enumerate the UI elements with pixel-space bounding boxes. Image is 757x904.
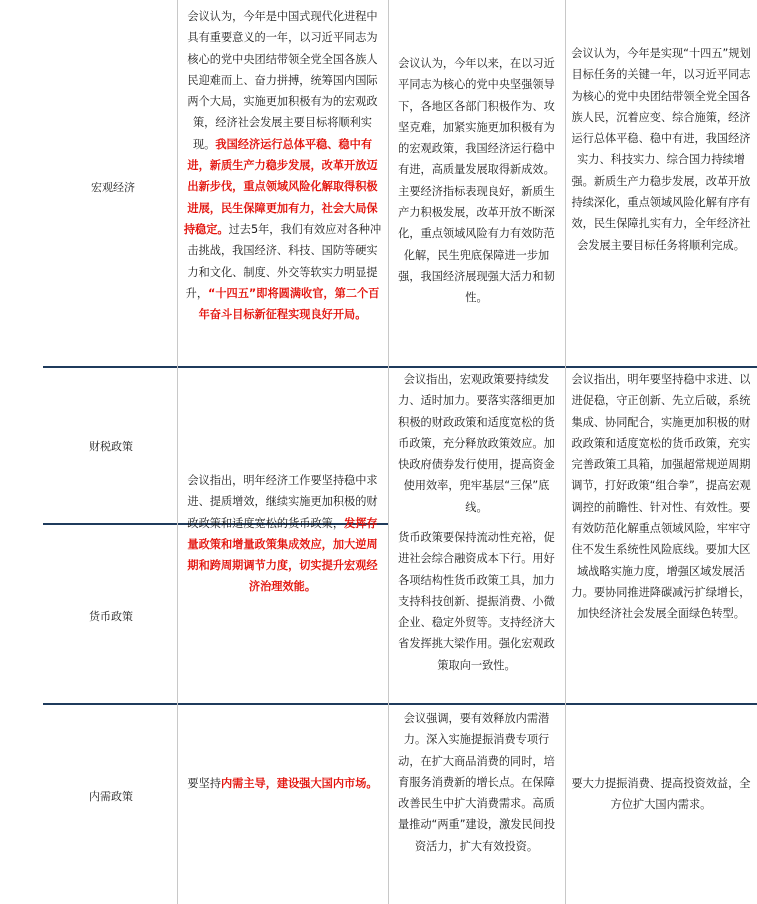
demand-col2-seg-0: 会议强调，要有效释放内需潜力。深入实施提振消费专项行动，在扩大商品消费的同时，培育服务消费新的增长点。在保障改善民生中扩大消费需求。高质量推动“两重”建设，激发民间投资活力，扩大有效投资。 bbox=[397, 712, 556, 853]
demand-col1-text bbox=[183, 773, 382, 794]
policy-col1-seg-0: 会议指出，明年经济工作要坚持稳中求进、提质增效，继续实施更加积极的财政政策和适度宽松的货币政策， bbox=[187, 474, 378, 530]
macro-col1-seg-3: “十四五”即将圆满收官，第二个百年奋斗目标新征程实现良好开局。 bbox=[198, 286, 380, 322]
fiscal-col2-seg-0: 会议指出，宏观政策要持续发力、适时加力。要落实落细更加积极的财政政策和适度宽松的货币政策，充分释放政策效应。加快政府债券发行使用，提高资金使用效率，兜牢基层“三保”底线。 bbox=[398, 373, 555, 514]
category-domestic-demand: 内需政策 bbox=[89, 790, 133, 803]
demand-col3-seg-0: 要大力提振消费、提高投资效益，全方位扩大国内需求。 bbox=[571, 777, 751, 812]
demand-col1-seg-1: 内需主导，建设强大国内市场。 bbox=[220, 777, 378, 790]
category-macro-economy: 宏观经济 bbox=[91, 181, 135, 194]
row-divider-1 bbox=[43, 366, 757, 368]
category-fiscal-policy: 财税政策 bbox=[89, 440, 133, 453]
macro-col3-text bbox=[571, 43, 751, 256]
policy-col1-seg-1: 发挥存量政策和增量政策集成效应，加大逆周期和跨周期调节力度，切实提升宏观经济治理效能。 bbox=[187, 516, 378, 594]
column-divider-3 bbox=[565, 0, 566, 904]
macro-col3-seg-0: 会议认为，今年是实现“十四五”规划目标任务的关键一年，以习近平同志为核心的党中央团结带领全党全国各族人民，沉着应变、综合施策，经济运行总体平稳、稳中有进，我国经济实力、科技实力、综合国力持续增强。新质生产力稳步发展，改革开放持续深化，重点领域风险化解有序有效，民生保障扎实有力，全年经济社会发展主要目标任务将顺利完成。 bbox=[571, 47, 751, 252]
category-monetary-policy: 货币政策 bbox=[89, 610, 133, 623]
macro-col1-text bbox=[183, 6, 382, 325]
fiscal-col2-text bbox=[394, 369, 559, 518]
column-divider-2 bbox=[388, 0, 389, 904]
monetary-col2-text bbox=[394, 527, 559, 676]
demand-col3-text bbox=[571, 773, 751, 816]
macro-col2-seg-0: 会议认为，今年以来，在以习近平同志为核心的党中央坚强领导下，各地区各部门积极作为、攻坚克难，加紧实施更加积极有为的宏观政策，我国经济运行稳中有进，高质量发展取得新成效。主要经济指标表现良好，新质生产力积极发展，改革开放不断深化，重点领域风险有力有效防范化解，民生兜底保障进一步加强，我国经济展现强大活力和韧性。 bbox=[398, 57, 555, 305]
fiscal-monetary-col1-text bbox=[183, 470, 382, 598]
monetary-col2-seg-0: 货币政策要保持流动性充裕，促进社会综合融资成本下行。用好各项结构性货币政策工具，加力支持科技创新、提振消费、小微企业、稳定外贸等。支持经济大省发挥挑大梁作用。强化宏观政策取向一致性。 bbox=[398, 531, 555, 672]
policy-col3-seg-0: 会议指出，明年要坚持稳中求进、以进促稳，守正创新、先立后破，系统集成、协同配合，实施更加积极的财政政策和适度宽松的货币政策，充实完善政策工具箱，加强超常规逆周期调节，打好政策“组合拳”，提高宏观调控的前瞻性、针对性、有效性。要有效防范化解重点领域风险，牢牢守住不发生系统性风险底线。要加大区域战略实施力度，增强区域发展活力。要协同推进降碳减污扩绿增长，加快经济社会发展全面绿色转型。 bbox=[571, 373, 751, 621]
macro-col1-seg-2: 过去5年，我们有效应对各种冲击挑战，我国经济、科技、国防等硬实力和文化、制度、外交等软实力明显提升， bbox=[185, 222, 382, 300]
macro-col2-text bbox=[394, 53, 559, 309]
macro-col1-seg-0: 会议认为，今年是中国式现代化进程中具有重要意义的一年，以习近平同志为核心的党中央团结带领全党全国各族人民迎难而上、奋力拼搏，统筹国内国际两个大局，实施更加积极有为的宏观政策，经济社会发展主要目标将顺利实现。 bbox=[187, 10, 378, 151]
fiscal-monetary-col3-text bbox=[571, 369, 751, 625]
demand-col2-text bbox=[394, 708, 559, 857]
demand-col1-seg-0: 要坚持 bbox=[187, 777, 221, 790]
macro-col1-seg-1: 我国经济运行总体平稳、稳中有进，新质生产力稳步发展，改革开放迈出新步伐，重点领域风险化解取得积极进展，民生保障更加有力，社会大局保持稳定。 bbox=[183, 137, 378, 236]
row-divider-3 bbox=[43, 703, 757, 705]
column-divider-1 bbox=[177, 0, 178, 904]
